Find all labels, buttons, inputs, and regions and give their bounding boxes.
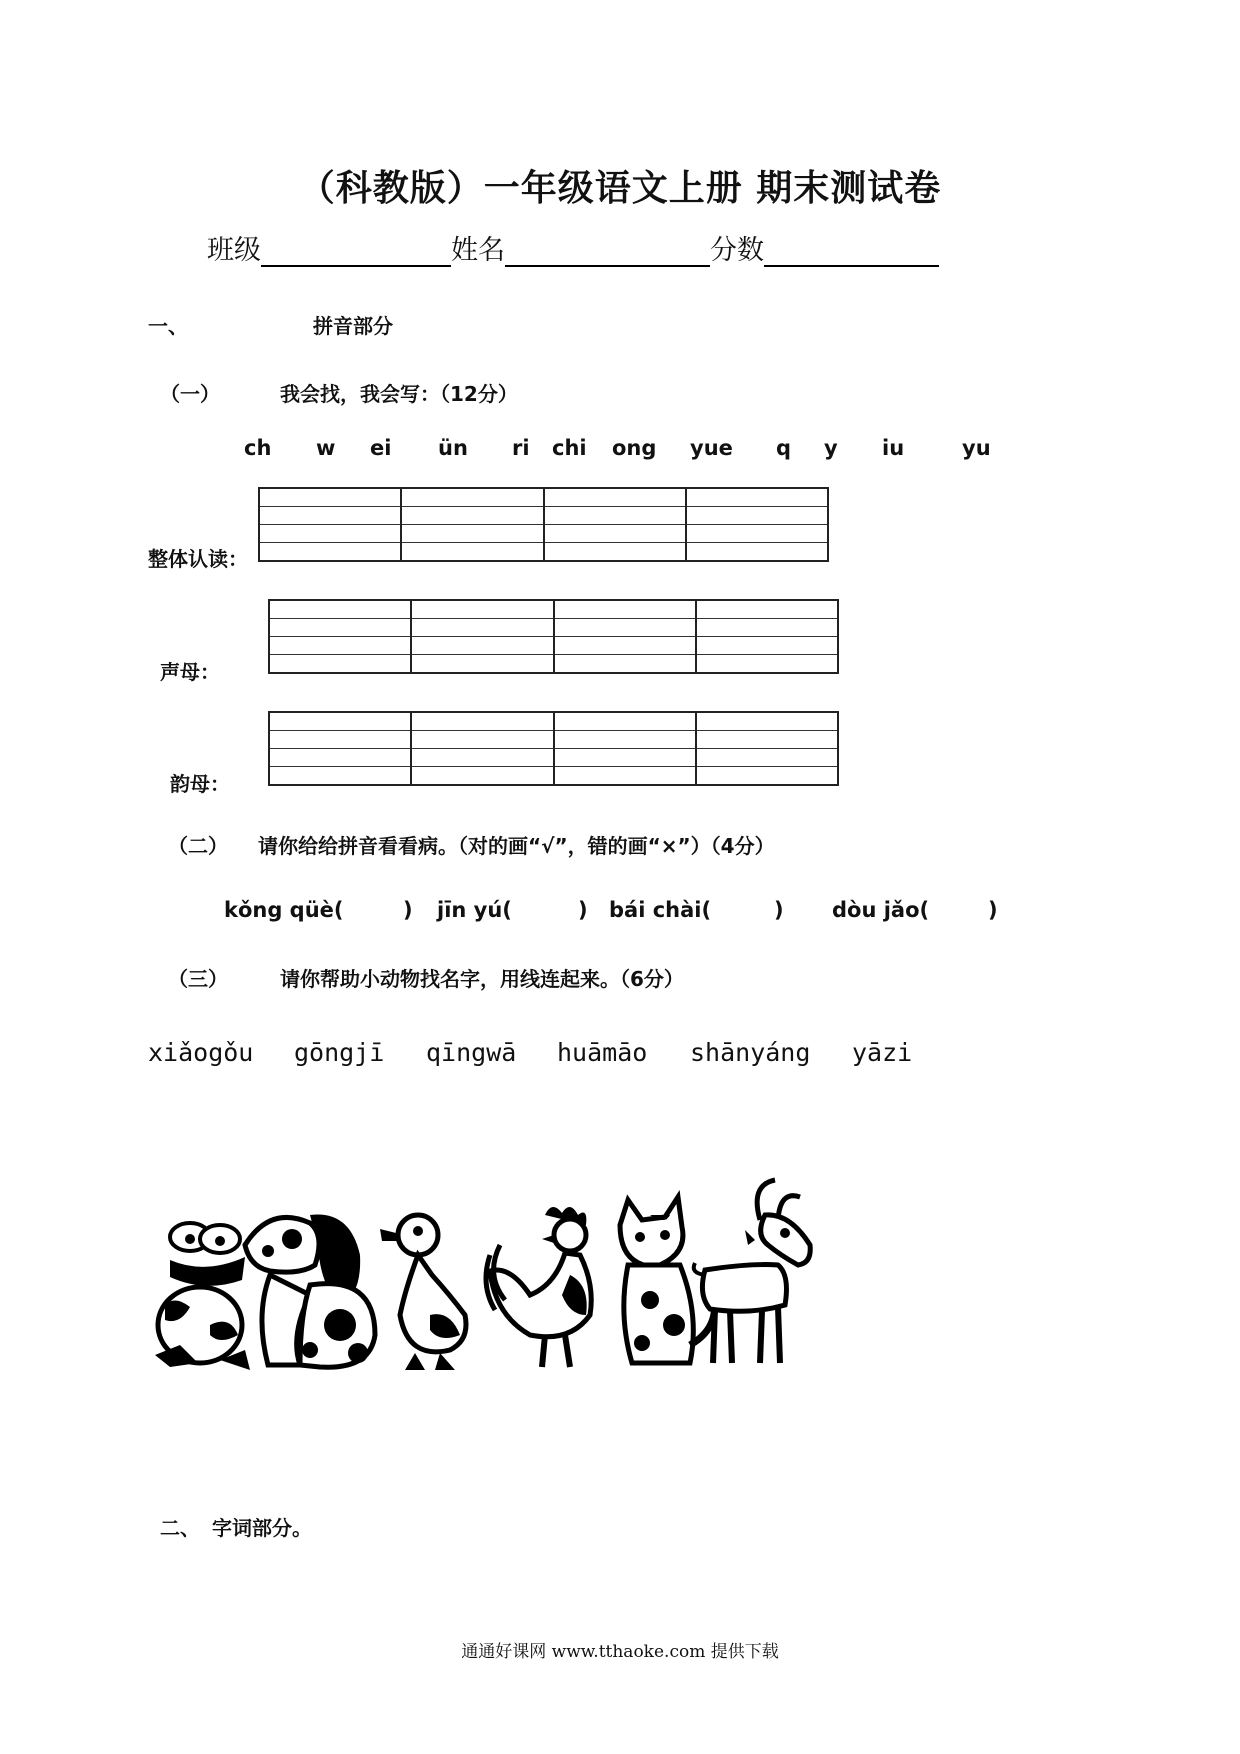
grid-cell[interactable] <box>270 601 412 672</box>
animal-name[interactable]: gōngjī <box>294 1038 385 1067</box>
part1-title: 我会找，我会写：（12分） <box>280 382 518 406</box>
animal-name-row <box>0 1038 1240 1072</box>
part1-number: （一） <box>160 382 220 406</box>
pinyin-item: bái chài( <box>609 898 712 922</box>
name-field[interactable] <box>505 235 710 267</box>
animal-name[interactable]: shānyáng <box>690 1038 811 1067</box>
grid-label-initials: 声母： <box>160 660 220 684</box>
goat-icon[interactable] <box>694 1180 811 1363</box>
writing-grid-finals[interactable] <box>268 711 839 786</box>
syllable: yu <box>962 436 991 460</box>
animal-name[interactable]: huāmāo <box>557 1038 648 1067</box>
name-label: 姓名 <box>451 235 505 266</box>
grid-cell[interactable] <box>697 601 837 672</box>
animal-illustrations <box>150 1175 900 1375</box>
grid-label-finals: 韵母： <box>170 772 230 796</box>
syllable: ch <box>244 436 272 460</box>
grid-cell[interactable] <box>412 713 554 784</box>
grid-cell[interactable] <box>697 713 837 784</box>
animal-name[interactable]: yāzi <box>852 1038 913 1067</box>
syllable: q <box>776 436 792 460</box>
answer-bracket[interactable]: ) <box>403 898 413 922</box>
footer-credit: 通通好课网 www.tthaoke.com 提供下载 <box>461 1642 779 1662</box>
grid-cell[interactable] <box>260 489 402 560</box>
score-label: 分数 <box>710 235 764 266</box>
dog-icon[interactable] <box>245 1215 375 1368</box>
score-field[interactable] <box>764 235 939 267</box>
check-pinyin-row <box>0 898 1240 928</box>
grid-cell[interactable] <box>412 601 554 672</box>
syllable: ong <box>612 436 657 460</box>
frog-icon[interactable] <box>155 1223 250 1370</box>
answer-bracket[interactable]: ) <box>578 898 588 922</box>
syllable: iu <box>882 436 905 460</box>
pinyin-item: jīn yú( <box>437 898 512 922</box>
syllable: ün <box>438 436 468 460</box>
animal-name[interactable]: xiǎogǒu <box>148 1038 254 1067</box>
pinyin-item: dòu jǎo( <box>832 898 930 922</box>
part3-title: 请你帮助小动物找名字，用线连起来。（6分） <box>280 967 684 991</box>
section1-number: 一、 <box>148 314 188 338</box>
section2-title: 字词部分。 <box>212 1516 312 1540</box>
section1-title: 拼音部分 <box>313 314 393 338</box>
grid-cell[interactable] <box>555 601 697 672</box>
duck-icon[interactable] <box>380 1215 466 1370</box>
student-info-row <box>207 228 939 267</box>
part2-number: （二） <box>168 834 228 858</box>
section2-number: 二、 <box>160 1516 200 1540</box>
writing-grid-initials[interactable] <box>268 599 839 674</box>
grid-label-whole-syllables: 整体认读： <box>148 547 248 571</box>
part2-title: 请你给给拼音看看病。（对的画“√”，错的画“×”）（4分） <box>258 834 775 858</box>
syllable-row <box>0 436 1240 466</box>
page-title: （科教版）一年级语文上册 期末测试卷 <box>298 168 942 209</box>
answer-bracket[interactable]: ) <box>988 898 998 922</box>
class-field[interactable] <box>261 235 451 267</box>
grid-cell[interactable] <box>270 713 412 784</box>
syllable: yue <box>690 436 733 460</box>
pinyin-item: kǒng qüè( <box>224 898 344 922</box>
writing-grid-whole-syllables[interactable] <box>258 487 829 562</box>
grid-cell[interactable] <box>402 489 544 560</box>
syllable: w <box>316 436 336 460</box>
syllable: y <box>824 436 838 460</box>
grid-cell[interactable] <box>545 489 687 560</box>
syllable: ei <box>370 436 392 460</box>
class-label: 班级 <box>207 235 261 266</box>
rooster-icon[interactable] <box>486 1207 591 1367</box>
part3-number: （三） <box>168 967 228 991</box>
answer-bracket[interactable]: ) <box>774 898 784 922</box>
syllable: chi <box>552 436 587 460</box>
grid-cell[interactable] <box>687 489 827 560</box>
animal-name[interactable]: qīngwā <box>426 1038 517 1067</box>
syllable: ri <box>512 436 530 460</box>
grid-cell[interactable] <box>555 713 697 784</box>
